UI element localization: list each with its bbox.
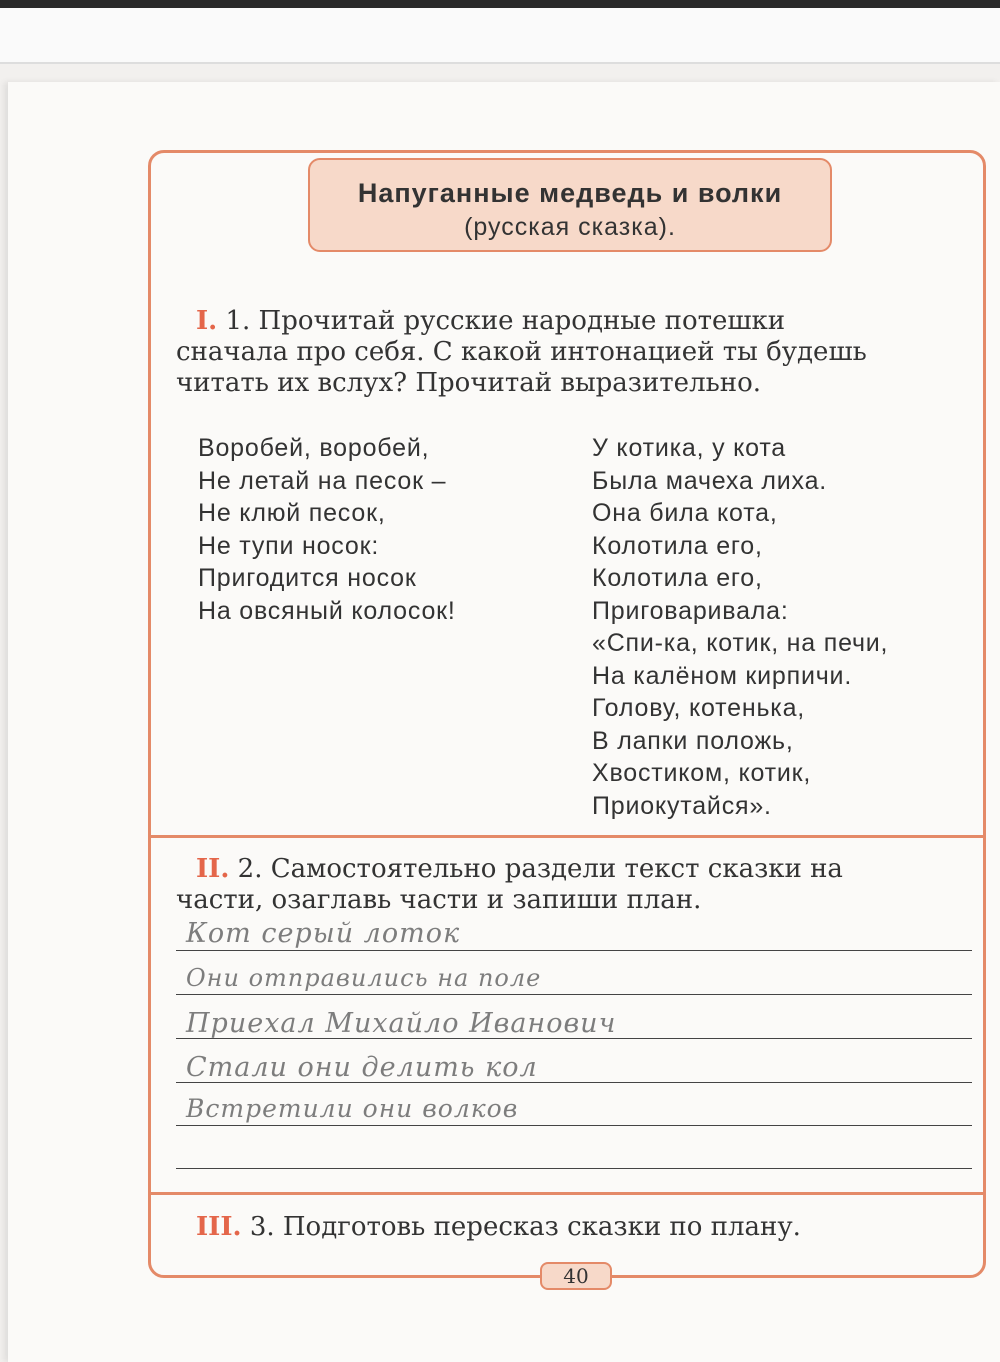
task-1-line-1: 1. Прочитай русские народные потешки [225, 306, 786, 336]
page-subtitle: (русская сказка). [464, 213, 676, 241]
poem-line: Пригодится носок [198, 564, 417, 592]
task-2-line-2: части, озаглавь части и запиши план. [176, 885, 702, 915]
poem-line: Хвостиком, котик, [592, 759, 812, 787]
task-1-roman: I. [196, 306, 218, 336]
page-title: Напуганные медведь и волки [357, 178, 783, 208]
poem-line: Колотила его, [592, 564, 763, 592]
poem-line: Она била кота, [592, 499, 778, 527]
poem-line: Не клюй песок, [198, 499, 386, 527]
task-2-roman: II. [196, 854, 230, 884]
task-2 [176, 854, 976, 916]
poem-line: Приговаривала: [592, 596, 789, 625]
poem-line: Голову, котенька, [592, 694, 806, 722]
scan-dark-edge [0, 0, 1000, 8]
page-number: 40 [540, 1262, 612, 1290]
handwritten-answer: Стали они делить кол [186, 1052, 538, 1083]
writing-line [176, 994, 972, 995]
poem-kitten [592, 432, 888, 822]
poem-sparrow [198, 432, 456, 627]
section-divider-1 [151, 835, 983, 838]
task-3-roman: III. [196, 1212, 242, 1242]
task-3 [196, 1212, 976, 1243]
writing-line [176, 950, 972, 951]
poem-line: Была мачеха лиха. [592, 466, 828, 495]
task-1-line-3: читать их вслух? Прочитай выразительно. [176, 368, 761, 398]
poem-line: У котика, у кота [592, 434, 786, 462]
poem-line: Воробей, воробей, [198, 434, 430, 462]
writing-line [176, 1168, 972, 1169]
poem-line: В лапки положь, [592, 726, 794, 755]
writing-line [176, 1125, 972, 1126]
poem-line: На калёном кирпичи. [592, 661, 853, 690]
task-2-line-1: 2. Самостоятельно раздели текст сказки на [237, 854, 843, 884]
poem-line: «Спи-ка, котик, на печи, [592, 629, 889, 657]
task-1-line-2: сначала про себя. С какой интонацией ты будешь [176, 337, 867, 367]
handwritten-answer: Они отправились на поле [186, 964, 542, 992]
poem-line: Не летай на песок – [198, 466, 447, 495]
task-1 [176, 306, 976, 399]
task-3-text: 3. Подготовь пересказ сказки по плану. [249, 1212, 801, 1242]
title-box [308, 158, 832, 252]
section-divider-2 [151, 1192, 983, 1195]
poem-line: Колотила его, [592, 531, 763, 560]
poem-line: На овсяный колосок! [198, 596, 456, 625]
poem-line: Не тупи носок: [198, 531, 380, 560]
handwritten-answer: Встретили они волков [186, 1094, 519, 1123]
poem-line: Приокутайся». [592, 791, 772, 820]
handwritten-answer: Приехал Михайло Иванович [186, 1008, 617, 1039]
scan-background-top [0, 0, 1000, 64]
handwritten-answer: Кот серый лоток [186, 918, 461, 949]
